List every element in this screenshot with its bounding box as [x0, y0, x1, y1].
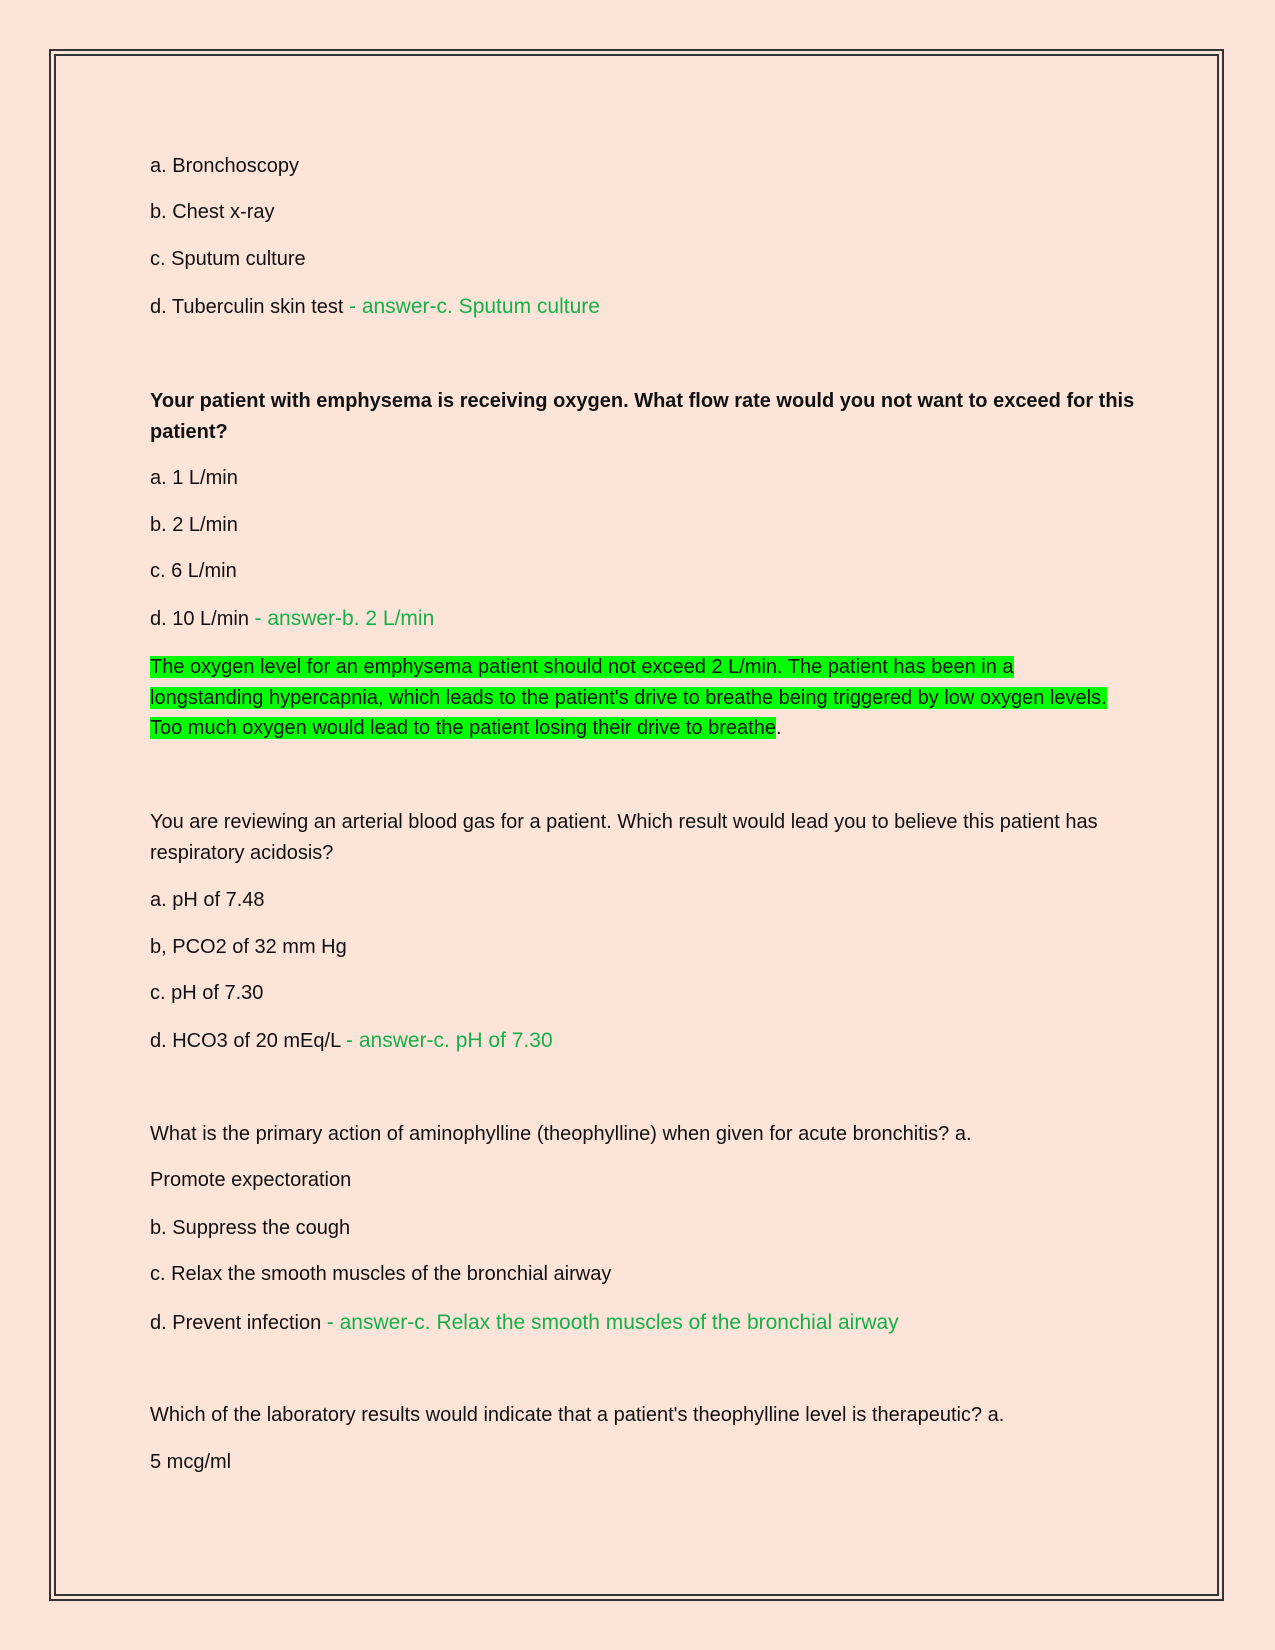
- q3-answer: - answer-c. pH of 7.30: [346, 1029, 553, 1052]
- q2-explanation-highlight-2: Too much oxygen would lead to the patient losing their drive to breathe: [150, 717, 776, 739]
- q3-option-b: b, PCO2 of 32 mm Hg: [150, 936, 347, 958]
- q4-answer: - answer-c. Relax the smooth muscles of the bronchial airway: [326, 1311, 899, 1334]
- q1-option-d-text: d. Tuberculin skin test: [150, 296, 344, 318]
- q3-question: You are reviewing an arterial blood gas for a patient. Which result would lead you to believe this patient has respiratory acidosis?: [150, 811, 1098, 864]
- q2-option-d-text: d. 10 L/min: [150, 608, 249, 630]
- q3-option-d-text: d. HCO3 of 20 mEq/L: [150, 1030, 341, 1052]
- q4-option-c: c. Relax the smooth muscles of the bronchial airway: [150, 1263, 612, 1285]
- q2-question: Your patient with emphysema is receiving oxygen. What flow rate would you not want to exceed for this patient?: [150, 390, 1135, 443]
- q2-option-d: [150, 605, 434, 633]
- q2-option-c: c. 6 L/min: [150, 560, 237, 582]
- q2-explanation-highlight-1: The oxygen level for an emphysema patient should not exceed 2 L/min. The patient has been in a longstanding hypercapnia, which leads to the patient's drive to breathe being triggered by low oxygen levels.: [150, 656, 1107, 709]
- q4-option-d: [150, 1309, 899, 1337]
- q1-option-d: [150, 293, 600, 321]
- q4-option-b: b. Suppress the cough: [150, 1217, 351, 1239]
- q2-option-b: b. 2 L/min: [150, 514, 238, 536]
- q3-option-a: a. pH of 7.48: [150, 889, 265, 911]
- q2-explanation-end: .: [775, 717, 782, 739]
- q2-answer: - answer-b. 2 L/min: [254, 607, 435, 630]
- q2-explanation: [150, 652, 1125, 744]
- q1-option-c: c. Sputum culture: [150, 248, 306, 270]
- q4-question: What is the primary action of aminophylline (theophylline) when given for acute bronchitis? a.: [150, 1123, 972, 1145]
- q5-question: Which of the laboratory results would indicate that a patient's theophylline level is therapeutic? a.: [150, 1404, 1005, 1426]
- q3-option-d: [150, 1027, 553, 1055]
- q4-option-a: Promote expectoration: [150, 1169, 352, 1191]
- q4-option-d-text: d. Prevent infection: [150, 1312, 322, 1334]
- q5-option-a: 5 mcg/ml: [150, 1451, 232, 1473]
- q1-answer: - answer-c. Sputum culture: [349, 295, 600, 318]
- q2-option-a: a. 1 L/min: [150, 467, 238, 489]
- q3-option-c: c. pH of 7.30: [150, 982, 264, 1004]
- q1-option-b: b. Chest x-ray: [150, 201, 275, 223]
- q1-option-a: a. Bronchoscopy: [150, 155, 299, 177]
